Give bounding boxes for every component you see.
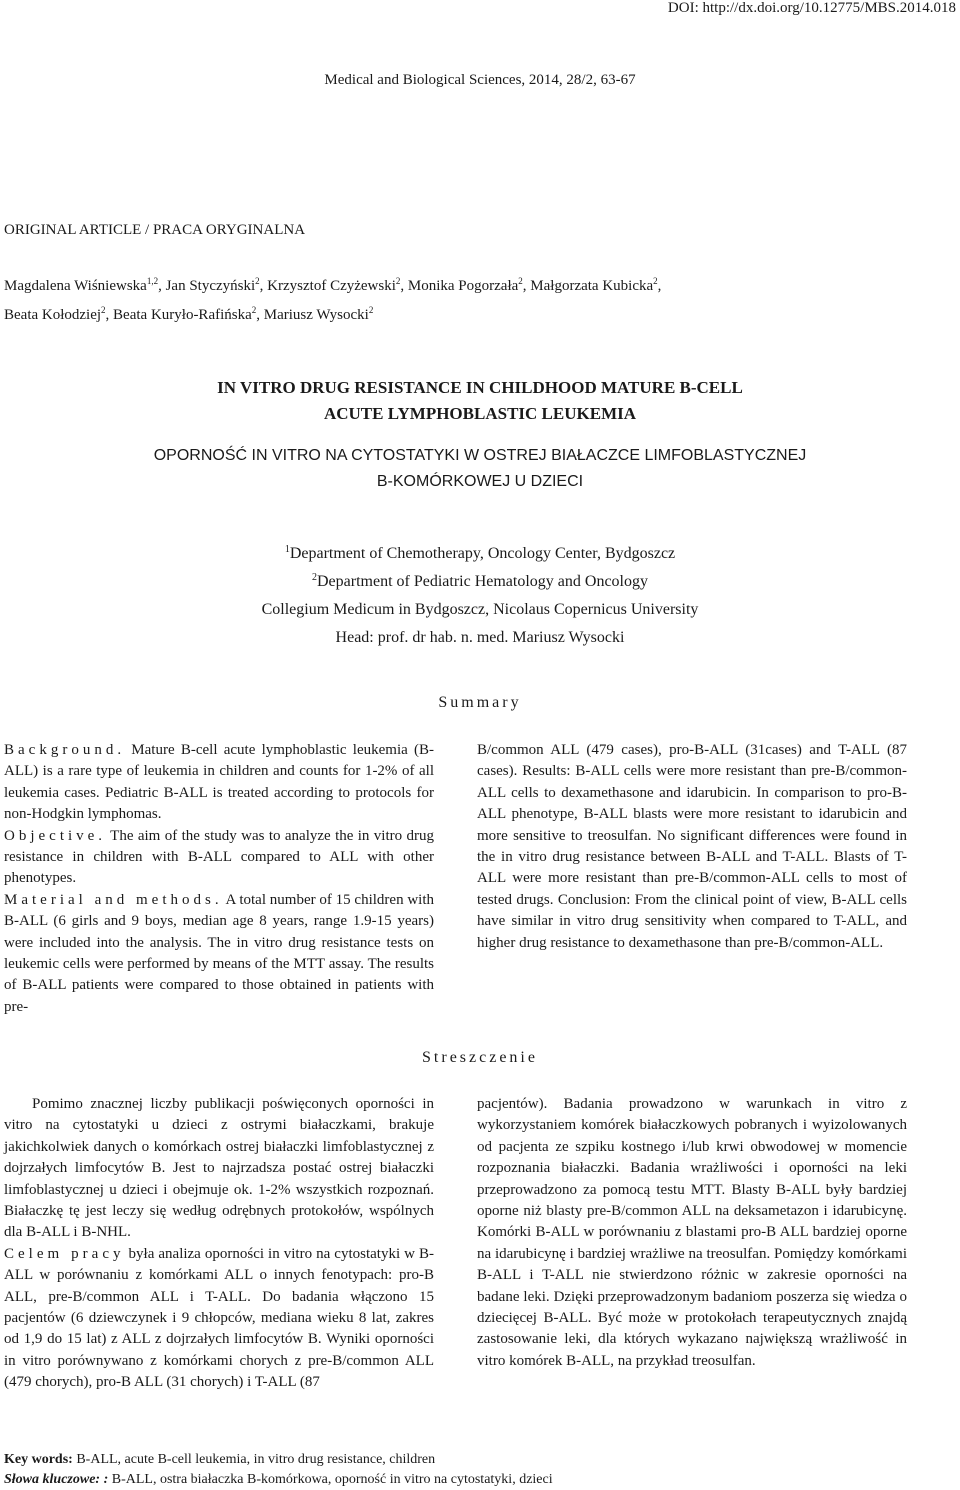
doi-link[interactable]: DOI: http://dx.doi.org/10.12775/MBS.2014.018 (667, 0, 956, 16)
summary-results: B/common ALL (479 cases), pro-B-ALL (31cases) and T-ALL (87 cases). Results: B-ALL cells were more resistant than pre-B/common-ALL cells to dexamethasone and idarubicin. In comparison to pro-B-ALL phenotype, B-ALL blasts were more resistant to idarubicin and more sensitive to treosulfan. No significant differences were found in the in vitro drug resistance between B-ALL and T-ALL. Blasts of T-ALL were more resistant than pre-B/common-ALL cells to most of tested drugs. Conclusion: From the clinical point of view, B-ALL cells have similar in vitro drug sensitivity when compared to T-ALL, and higher drug resistance to dexamethasone than pre-B/common-ALL. (477, 742, 907, 951)
keywords-label: Słowa kluczowe: : (4, 1472, 109, 1487)
author-name: Beata Kołodziej (4, 307, 102, 323)
title-line: ACUTE LYMPHOBLASTIC LEUKEMIA (323, 404, 637, 423)
author-list: Magdalena Wiśniewska$^{1,2}$, Jan Styczyński$^2$, Krzysztof Czyżewski$^2$, Monika Pogorzała$^2$, Małgorzata Kubicka$^2$, Beata Kołodziej$^2$, Beata Kuryło-Rafińska$^2$, Mariusz Wysocki$^2$ (4, 276, 662, 323)
affiliations (0, 540, 960, 652)
author-name: Magdalena Wiśniewska (4, 278, 147, 294)
article-type: ORIGINAL ARTICLE / PRACA ORYGINALNA (4, 222, 306, 238)
author-affiliation: 2 (653, 276, 658, 286)
title-polish (0, 443, 960, 495)
streszczenie-aim: Celem pracy była analiza oporności in vitro na cytostatyki w B-ALL w porównaniu z komórkami ALL o innych fenotypach: pro-B ALL, pre-B/common ALL i T-ALL. Do badania włączono 15 pacjentów (6 dziewczynek i 9 chłopców, mediana wieku 8 lat, zakres od 1,9 do 15 lat) z ALL z dojrzałych limfocytów B. Wyniki oporności in vitro porównywano z komórkami chorych z pre-B/common ALL (479 chorych), pro-B ALL (31 chorych) i T-ALL (87 (4, 1245, 434, 1391)
affiliation-line: $^2$Department of Pediatric Hematology and Oncology (311, 572, 648, 590)
summary-left-column (4, 740, 434, 1018)
summary-right-column (477, 740, 907, 954)
section-label: Background. (4, 742, 126, 758)
author-affiliation: 2 (255, 276, 260, 286)
author-name: Monika Pogorzała (407, 278, 519, 294)
author-affiliation: 2 (101, 305, 106, 315)
streszczenie-intro: Pomimo znacznej liczby publikacji poświęconych oporności in vitro na cytostatyki u dzieci z ostrymi białaczkami, brakuje jakichkolwiek danych o komórkach ostrej białaczki limfoblastycznej z dojrzałych limfocytów B. Jest to najrzadsza postać ostrej białaczki limfoblastycznej u dzieci i obejmuje ok. 1-2% wszystkich rozpoznań. Białaczkę tę jest leczy się według odrębnych protokołów, wspólnych dla B-ALL i B-NHL. (4, 1096, 434, 1241)
section-label: Objective. (4, 827, 107, 844)
affiliation-number: 1 (284, 544, 290, 555)
affiliation-head: Head: prof. dr hab. n. med. Mariusz Wysocki (335, 629, 625, 646)
keywords-block (4, 1450, 954, 1490)
author-affiliation: 1,2 (146, 276, 159, 286)
title-english (0, 375, 960, 427)
author-affiliation: 2 (518, 276, 523, 286)
streszczenie-left-column (4, 1094, 434, 1394)
author-affiliation: 2 (395, 276, 401, 286)
affiliation-number: 2 (311, 572, 317, 583)
author-affiliation: 2 (368, 305, 374, 315)
title-line: OPORNOŚĆ IN VITRO NA CYTOSTATYKI W OSTREJ BIAŁACZCE LIMFOBLASTYCZNEJ (153, 447, 807, 464)
author-name: Mariusz Wysocki (263, 307, 369, 323)
title-line: B-KOMÓRKOWEJ U DZIECI (376, 473, 584, 490)
journal-citation: Medical and Biological Sciences, 2014, 28/2, 63-67 (324, 72, 636, 88)
keywords-polish: Słowa kluczowe: : B-ALL, ostra białaczka B-komórkowa, oporność in vitro na cytostatyki, dzieci (4, 1472, 553, 1487)
summary-heading: Summary (438, 694, 522, 711)
keywords-label: Key words: (4, 1452, 73, 1467)
summary-background: Background. Mature B-cell acute lymphoblastic leukemia (B-ALL) is a rare type of leukemia in children and counts for 1-2% of all leukemia cases. Pediatric B-ALL is treated according to protocols for non-Hodgkin lymphomas. (4, 742, 434, 823)
author-name: Jan Styczyński (165, 278, 256, 294)
keywords-english: Key words: B-ALL, acute B-cell leukemia, in vitro drug resistance, children (4, 1452, 436, 1467)
affiliation-line: $^1$Department of Chemotherapy, Oncology Center, Bydgoszcz (284, 544, 676, 562)
summary-methods: Material and methods. A total number of 15 children with B-ALL (6 girls and 9 boys, median age 8 years, range 1.9-15 years) were included into the analysis. The in vitro drug resistance tests on leukemic cells were performed by means of the MTT assay. The results of B-ALL patients were compared to those obtained in patients with pre- (4, 891, 435, 1015)
title-line: IN VITRO DRUG RESISTANCE IN CHILDHOOD MATURE B-CELL (217, 378, 743, 397)
section-label: Material and methods. (4, 891, 223, 908)
author-name: Krzysztof Czyżewski (267, 278, 396, 294)
affiliation-line: Collegium Medicum in Bydgoszcz, Nicolaus Copernicus University (261, 601, 699, 618)
summary-objective: Objective. The aim of the study was to analyze the in vitro drug resistance in children with B-ALL compared to ALL with other phenotypes. (4, 827, 434, 887)
author-affiliation: 2 (251, 305, 257, 315)
author-name: Beata Kuryło-Rafińska (113, 307, 252, 323)
author-name: Małgorzata Kubicka (530, 278, 654, 294)
streszczenie-heading: Streszczenie (422, 1049, 538, 1066)
streszczenie-right-column (477, 1094, 907, 1372)
section-label: Celem pracy (4, 1245, 125, 1262)
streszczenie-results: pacjentów). Badania prowadzono w warunkach in vitro z wykorzystaniem komórek białaczkowych pobranych i wyizolowanych od pacjenta ze szpiku kostnego i/lub krwi obwodowej w momencie rozpoznania białaczki. Badania wrażliwości i oporności na leki przeprowadzono za pomocą testu MTT. Blasty B-ALL były bardziej oporne niż blasty pre-B/common ALL na deksametazon i idarubicynę. Komórki B-ALL w porównaniu z blastami pro-B ALL bardziej oporne na idarubicynę i bardziej wrażliwe na treosulfan. Pomiędzy komórkami B-ALL i T-ALL nie stwierdzono różnic w zakresie oporności na badane leki. Dzięki przeprowadzonym badaniom poszerza się wiedza o dziecięcej B-ALL. Być może w protokołach terapeutycznych znajdą zastosowanie leki, dla których wykazano największą wrażliwość in vitro komórek B-ALL, na przykład treosulfan. (477, 1096, 907, 1369)
